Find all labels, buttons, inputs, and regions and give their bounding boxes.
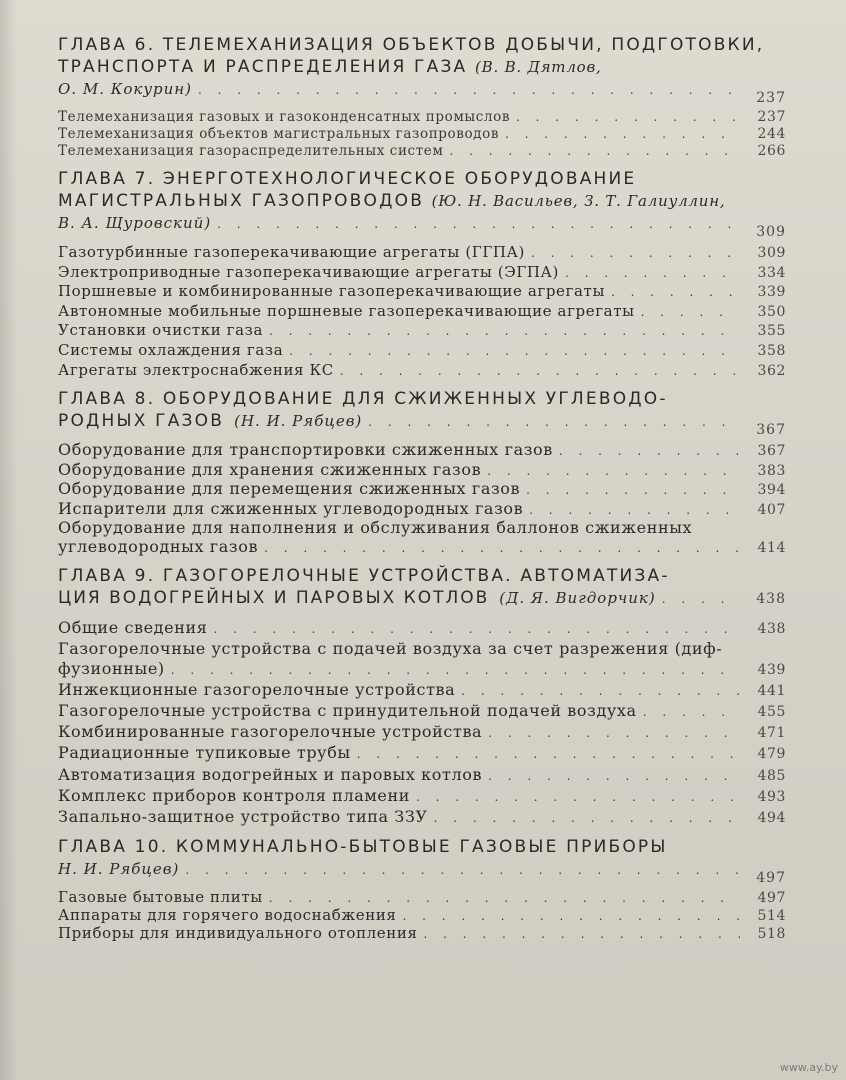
entry-page-number: 394 [757, 482, 786, 499]
chapter-title-continued: ЦИЯ ВОДОГРЕЙНЫХ И ПАРОВЫХ КОТЛОВ [58, 588, 490, 609]
toc-entry [58, 263, 786, 283]
entry-title: Установки очистки газа [58, 321, 264, 340]
entry-title: Телемеханизация объектов магистральных газопроводов [58, 126, 500, 142]
leader-dots [357, 745, 740, 764]
entry-page-number: 485 [757, 767, 786, 784]
entry-title: Агрегаты электроснабжения КС [58, 360, 334, 379]
chapter-heading [58, 836, 786, 858]
leader-dots [529, 501, 740, 520]
toc-entry [58, 321, 786, 341]
entry-title: Инжекционные газогорелочные устройства [58, 679, 456, 699]
entry-page-number: 414 [757, 539, 786, 556]
leader-dots [198, 79, 740, 101]
leader-dots [269, 322, 740, 341]
chapter-10 [58, 836, 786, 943]
chapter-heading [58, 565, 786, 587]
entry-title: Запально-защитное устройство типа ЗЗУ [58, 806, 428, 826]
toc-entry [58, 907, 786, 925]
table-of-contents [58, 26, 786, 947]
chapter-heading-end [58, 410, 786, 439]
entry-page-number: 237 [757, 109, 786, 125]
chapter-authors-end: О. М. Кокурин) [58, 80, 193, 98]
toc-entry [58, 341, 786, 361]
entry-title: Общие сведения [58, 618, 208, 638]
entry-page-number: 493 [757, 788, 786, 805]
entry-page-number: 334 [757, 264, 786, 281]
entry-title: Оборудование для транспортировки сжиженных газов [58, 440, 553, 460]
entry-title: Газотурбинные газоперекачивающие агрегаты (ГГПА) [58, 243, 525, 261]
toc-entry [58, 361, 786, 381]
chapter-authors-start: (Ю. Н. Васильев, З. Т. Галиуллин, [431, 192, 726, 210]
chapter-title: ГЛАВА 7. ЭНЕРГОТЕХНОЛОГИЧЕСКОЕ ОБОРУДОВАНИЕ МАГИСТРАЛЬНЫХ ГАЗОПРОВОДОВ [58, 169, 637, 211]
chapter-page-number: 237 [756, 90, 786, 106]
entry-page-number: 438 [757, 621, 786, 638]
leader-dots [269, 890, 740, 907]
toc-entry [58, 786, 786, 807]
chapter-heading-end [58, 78, 786, 106]
toc-entry [58, 889, 786, 907]
entry-page-number: 494 [757, 809, 786, 826]
toc-entry [58, 441, 786, 461]
entry-title: Телемеханизация газораспределительных систем [58, 143, 444, 159]
leader-dots [643, 703, 740, 722]
entry-page-number: 362 [757, 362, 786, 379]
toc-entry [58, 480, 786, 500]
toc-entry [58, 282, 786, 302]
leader-dots [213, 620, 740, 639]
entry-page-number: 358 [757, 342, 786, 359]
entry-page-number: 244 [757, 126, 786, 142]
entry-page-number: 355 [757, 323, 786, 340]
section-list [58, 889, 786, 943]
leader-dots [487, 462, 740, 481]
entry-title: Автоматизация водогрейных и паровых котлов [58, 764, 483, 784]
entry-page-number: 439 [757, 661, 786, 678]
leader-dots [461, 682, 740, 701]
entry-page-number: 441 [757, 682, 786, 699]
leader-dots [264, 539, 740, 558]
entry-title: Электроприводные газоперекачивающие агрегаты (ЭГПА) [58, 262, 559, 281]
leader-dots [516, 109, 740, 126]
toc-entry [58, 243, 786, 263]
entry-title: Оборудование для наполнения и обслуживания баллонов сжиженных [58, 518, 693, 538]
leader-dots [565, 264, 740, 283]
section-list [58, 618, 786, 828]
toc-entry [58, 807, 786, 828]
chapter-title-continued: РОДНЫХ ГАЗОВ [58, 411, 225, 432]
chapter-title: ГЛАВА 10. КОММУНАЛЬНО-БЫТОВЫЕ ГАЗОВЫЕ ПРИБОРЫ [58, 837, 668, 858]
chapter-heading-end [58, 858, 786, 887]
leader-dots [531, 244, 740, 263]
chapter-authors-end: (Н. И. Рябцев) [234, 412, 363, 431]
chapter-heading [58, 168, 786, 212]
chapter-authors-start: (В. В. Дятлов, [475, 58, 602, 76]
leader-dots [662, 588, 740, 610]
toc-entry [58, 519, 786, 557]
entry-page-number: 518 [757, 926, 786, 943]
leader-dots [559, 442, 740, 461]
entry-page-number: 497 [757, 890, 786, 907]
toc-entry [58, 302, 786, 322]
entry-page-number: 383 [757, 462, 786, 479]
toc-entry [58, 143, 786, 160]
toc-entry [58, 618, 786, 639]
section-list [58, 441, 786, 557]
entry-title: Газогорелочные устройства с подачей воздуха за счет разрежения (диф- [58, 639, 723, 659]
chapter-title: ГЛАВА 6. ТЕЛЕМЕХАНИЗАЦИЯ ОБЪЕКТОВ ДОБЫЧИ, ПОДГОТОВКИ, ТРАНСПОРТА И РАСПРЕДЕЛЕНИЯ ГАЗА [58, 35, 765, 77]
chapter-page-number: 309 [756, 224, 786, 240]
watermark-text: www.ay.by [779, 1061, 838, 1074]
entry-title: Комбинированные газогорелочные устройства [58, 722, 483, 742]
entry-title: Радиационные тупиковые трубы [58, 743, 351, 763]
leader-dots [505, 126, 740, 143]
leader-dots [641, 303, 740, 322]
chapter-8 [58, 388, 786, 557]
entry-page-number: 455 [757, 703, 786, 720]
leader-dots [449, 143, 740, 160]
entry-page-number: 309 [757, 245, 786, 261]
leader-dots [611, 283, 740, 302]
toc-entry [58, 925, 786, 943]
leader-dots [368, 411, 740, 433]
entry-page-number: 479 [757, 746, 786, 763]
leader-dots [526, 481, 740, 500]
entry-page-number: 471 [757, 725, 786, 742]
leader-dots [488, 767, 740, 786]
chapter-page-number: 367 [756, 422, 786, 439]
leader-dots [217, 213, 740, 235]
entry-title-continued: углеводородных газов [58, 536, 259, 556]
chapter-page-number: 497 [756, 870, 786, 887]
entry-title-continued: фузионные) [58, 658, 165, 678]
toc-entry [58, 639, 786, 679]
entry-title: Комплекс приборов контроля пламени [58, 785, 410, 805]
leader-dots [340, 362, 740, 381]
toc-entry [58, 680, 786, 701]
leader-dots [424, 926, 740, 943]
entry-page-number: 407 [757, 501, 786, 518]
entry-page-number: 339 [757, 284, 786, 301]
leader-dots [416, 788, 740, 807]
chapter-9 [58, 565, 786, 828]
toc-entry [58, 126, 786, 143]
entry-title: Оборудование для хранения сжиженных газов [58, 459, 482, 479]
entry-title: Поршневые и комбинированные газоперекачивающие агрегаты [58, 282, 605, 301]
leader-dots [185, 859, 740, 881]
toc-entry [58, 743, 786, 764]
toc-entry [58, 765, 786, 786]
entry-title: Системы охлаждения газа [58, 340, 284, 359]
entry-title: Испарители для сжиженных углеводородных газов [58, 498, 524, 518]
leader-dots [488, 724, 740, 743]
toc-entry [58, 461, 786, 481]
entry-title: Газовые бытовые плиты [58, 888, 263, 907]
entry-page-number: 266 [757, 143, 786, 159]
chapter-title: ГЛАВА 9. ГАЗОГОРЕЛОЧНЫЕ УСТРОЙСТВА. АВТОМАТИЗА- [58, 566, 670, 587]
entry-title: Приборы для индивидуального отопления [58, 924, 418, 943]
entry-title: Газогорелочные устройства с принудительной подачей воздуха [58, 700, 637, 720]
toc-entry [58, 500, 786, 520]
page-gutter-shadow [0, 0, 18, 1080]
toc-entry [58, 701, 786, 722]
chapter-heading-end [58, 587, 786, 610]
chapter-page-number: 438 [756, 591, 786, 608]
chapter-authors-end: (Д. Я. Вигдорчик) [499, 589, 656, 608]
toc-entry [58, 722, 786, 743]
chapter-authors-end: В. А. Щуровский) [58, 214, 212, 232]
leader-dots [289, 342, 740, 361]
chapter-authors-end: Н. И. Рябцев) [58, 860, 180, 879]
entry-title: Оборудование для перемещения сжиженных газов [58, 479, 521, 499]
entry-title: Аппараты для горячего водоснабжения [58, 906, 397, 925]
section-list [58, 109, 786, 160]
entry-title: Автономные мобильные поршневые газоперекачивающие агрегаты [58, 301, 635, 320]
chapter-7 [58, 168, 786, 380]
section-list [58, 243, 786, 380]
toc-entry [58, 109, 786, 126]
leader-dots [434, 809, 740, 828]
leader-dots [403, 908, 741, 925]
chapter-title: ГЛАВА 8. ОБОРУДОВАНИЕ ДЛЯ СЖИЖЕННЫХ УГЛЕВОДО- [58, 389, 668, 410]
entry-title: Телемеханизация газовых и газоконденсатных промыслов [58, 109, 511, 125]
chapter-heading [58, 34, 786, 78]
entry-page-number: 367 [757, 443, 786, 460]
chapter-heading-end [58, 212, 786, 240]
entry-page-number: 350 [757, 303, 786, 320]
leader-dots [171, 661, 740, 680]
chapter-6 [58, 34, 786, 160]
entry-page-number: 514 [757, 908, 786, 925]
chapter-heading [58, 388, 786, 410]
